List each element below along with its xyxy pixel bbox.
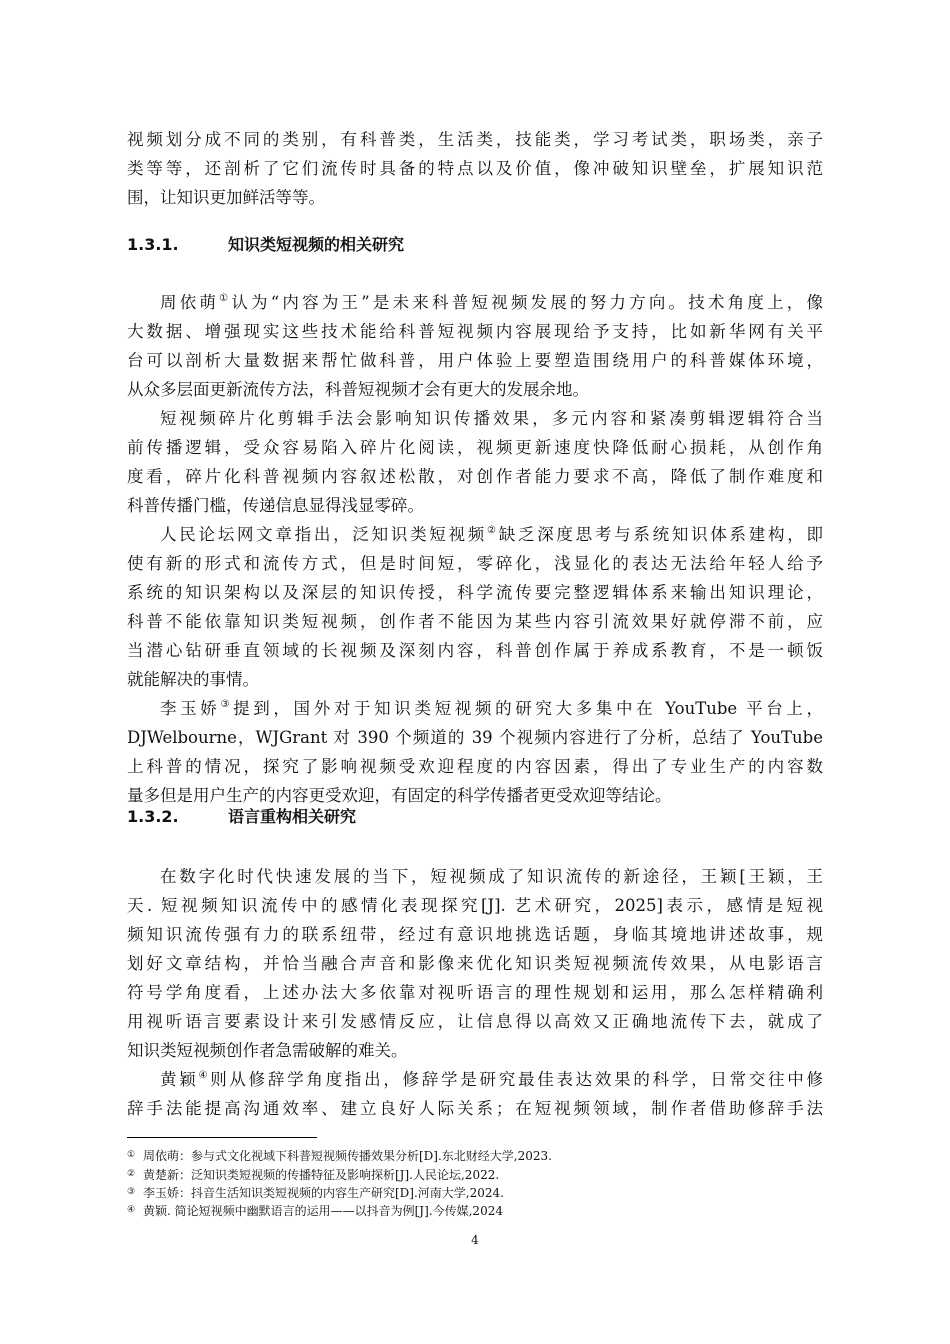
footnote-text: 周依萌：参与式文化视域下科普短视频传播效果分析[D].东北财经大学,2023.: [143, 1149, 552, 1163]
text-line: 台可以剖析大量数据来帮忙做科普，用户体验上要塑造围绕用户的科普媒体环境，: [127, 351, 823, 370]
text-span: 缺乏深度思考与系统知识体系建构，即: [498, 525, 823, 544]
footnote-marker: ③: [127, 1187, 136, 1197]
footnote-text: 黄楚新：泛知识类短视频的传播特征及影响探析[J].人民论坛,2022.: [143, 1168, 500, 1182]
text-line: 上科普的情况，探究了影响视频受欢迎程度的内容因素，得出了专业生产的内容数: [127, 757, 823, 776]
text-line: 类等等，还剖析了它们流传时具备的特点以及价值，像冲破知识壁垒，扩展知识范: [127, 159, 823, 178]
text-line: [160, 289, 823, 317]
text-line: [160, 521, 823, 549]
text-line: 频知识流传强有力的联系纽带，经过有意识地挑选话题，身临其境地讲述故事，规: [127, 925, 823, 944]
footnote-marker: ④: [127, 1205, 136, 1215]
section-title: 知识类短视频的相关研究: [228, 235, 405, 254]
footnote: [127, 1183, 504, 1201]
text-line: 就能解决的事情。: [127, 670, 259, 689]
page-number: 4: [471, 1233, 479, 1247]
footnote-text: 黄颖. 简论短视频中幽默语言的运用——以抖音为例[J].今传媒,2024: [143, 1204, 503, 1218]
section-title: 语言重构相关研究: [228, 807, 357, 826]
text-line: 科普不能依靠知识类短视频，创作者不能因为某些内容引流效果好就停滞不前，应: [127, 612, 823, 631]
text-line: 短视频碎片化剪辑手法会影响知识传播效果，多元内容和紧凑剪辑逻辑符合当: [160, 409, 823, 428]
footnote-ref: ④: [198, 1070, 211, 1081]
footnote-text: 李玉娇：抖音生活知识类短视频的内容生产研究[D].河南大学,2024.: [143, 1186, 504, 1200]
text-line: 使有新的形式和流传方式，但是时间短，零碎化，浅显化的表达无法给年轻人给予: [127, 554, 823, 573]
text-span: 黄颖: [160, 1070, 199, 1089]
text-line: [160, 1066, 823, 1094]
text-line: 符号学角度看，上述办法大多依靠对视听语言的理性规划和运用，那么怎样精确利: [127, 983, 823, 1002]
text-line: 科普传播门槛，传递信息显得浅显零碎。: [127, 496, 424, 515]
section-number: 1.3.2.: [127, 807, 179, 826]
text-span: 认为“内容为王”是未来科普短视频发展的努力方向。技术角度上，像: [231, 293, 824, 312]
text-line: 量多但是用户生产的内容更受欢迎，有固定的科学传播者更受欢迎等结论。: [127, 786, 672, 805]
text-line: 度看，碎片化科普视频内容叙述松散，对创作者能力要求不高，降低了制作难度和: [127, 467, 823, 486]
text-line: 系统的知识架构以及深层的知识传授，科学流传要完整逻辑体系来输出知识理论，: [127, 583, 823, 602]
text-line: 在数字化时代快速发展的当下，短视频成了知识流传的新途径，王颖[王颖，王: [160, 867, 823, 886]
footnote-marker: ②: [127, 1169, 136, 1179]
footnote-marker: ①: [127, 1150, 136, 1160]
footnote-separator: [127, 1137, 317, 1138]
text-line: 大数据、增强现实这些技术能给科普短视频内容展现给予支持，比如新华网有关平: [127, 322, 823, 341]
footnote: [127, 1165, 499, 1183]
footnote-ref: ③: [220, 699, 234, 710]
section-number: 1.3.1.: [127, 235, 179, 254]
text-span: 周依萌: [160, 293, 220, 312]
text-span: 李玉娇: [160, 699, 221, 718]
text-span: 人民论坛网文章指出，泛知识类短视频: [160, 525, 488, 544]
text-line: 从众多层面更新流传方法，科普短视频才会有更大的发展余地。: [127, 380, 589, 399]
text-line: 划好文章结构，并恰当融合声音和影像来优化知识类短视频流传效果，从电影语言: [127, 954, 823, 973]
text-line: 用视听语言要素设计来引发感情反应，让信息得以高效又正确地流传下去，就成了: [127, 1012, 823, 1031]
footnote-ref: ②: [487, 525, 499, 536]
footnote: [127, 1201, 503, 1219]
text-line: 前传播逻辑，受众容易陷入碎片化阅读，视频更新速度快降低耐心损耗，从创作角: [127, 438, 823, 457]
text-line: 当潜心钻研垂直领域的长视频及深刻内容，科普创作属于养成系教育，不是一顿饭: [127, 641, 823, 660]
text-line: 辞手法能提高沟通效率、建立良好人际关系；在短视频领域，制作者借助修辞手法: [127, 1099, 823, 1118]
text-line: 知识类短视频创作者急需破解的难关。: [127, 1041, 408, 1060]
section-heading-1-3-2: [127, 802, 356, 832]
text-line: 围，让知识更加鲜活等等。: [127, 188, 325, 207]
text-line: [160, 695, 823, 723]
footnote: [127, 1146, 552, 1164]
footnote-ref: ①: [219, 293, 232, 304]
text-line: 天. 短视频知识流传中的感情化表现探究[J]. 艺术研究，2025]表示，感情是短视: [127, 896, 823, 915]
text-span: 提到，国外对于知识类短视频的研究大多集中在 YouTube 平台上，: [233, 699, 824, 718]
text-line: 视频划分成不同的类别，有科普类，生活类，技能类，学习考试类，职场类，亲子: [127, 130, 823, 149]
text-line: DJWelbourne，WJGrant 对 390 个频道的 39 个视频内容进行了分析，总结了 YouTube: [127, 728, 823, 747]
text-span: 则从修辞学角度指出，修辞学是研究最佳表达效果的科学，日常交往中修: [210, 1070, 824, 1089]
section-heading-1-3-1: [127, 230, 404, 260]
